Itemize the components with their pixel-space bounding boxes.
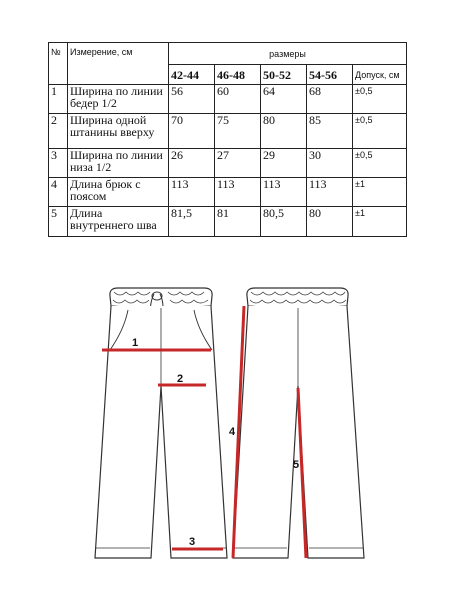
row-value: 85 — [307, 114, 353, 149]
row-tolerance: ±1 — [353, 178, 407, 207]
row-label: Длина внутреннего шва — [68, 207, 169, 237]
row-number: 3 — [49, 149, 68, 178]
size-col-4: 54-56 — [307, 65, 353, 85]
pants-diagram — [0, 270, 450, 580]
header-num: № — [49, 43, 68, 85]
header-measure: Измерение, см — [68, 43, 169, 85]
row-tolerance: ±0,5 — [353, 85, 407, 114]
row-label: Длина брюк с поясом — [68, 178, 169, 207]
row-value: 81,5 — [169, 207, 215, 237]
row-number: 4 — [49, 178, 68, 207]
row-number: 5 — [49, 207, 68, 237]
pants-front-view — [95, 288, 227, 558]
row-value: 80 — [307, 207, 353, 237]
row-value: 113 — [307, 178, 353, 207]
row-value: 30 — [307, 149, 353, 178]
row-tolerance: ±0,5 — [353, 149, 407, 178]
row-value: 80 — [261, 114, 307, 149]
table-body — [49, 85, 407, 237]
row-value: 29 — [261, 149, 307, 178]
row-number: 1 — [49, 85, 68, 114]
table-row — [49, 149, 407, 178]
row-value: 113 — [169, 178, 215, 207]
row-label: Ширина по линии низа 1/2 — [68, 149, 169, 178]
row-value: 56 — [169, 85, 215, 114]
row-number: 2 — [49, 114, 68, 149]
row-label: Ширина по линии бедер 1/2 — [68, 85, 169, 114]
row-value: 81 — [215, 207, 261, 237]
row-value: 60 — [215, 85, 261, 114]
row-value: 26 — [169, 149, 215, 178]
table-row — [49, 114, 407, 149]
row-value: 27 — [215, 149, 261, 178]
row-tolerance: ±0,5 — [353, 114, 407, 149]
marker-label-5: 5 — [293, 459, 300, 471]
header-sizes-title: размеры — [169, 43, 407, 65]
header-tolerance: Допуск, см — [353, 65, 407, 85]
row-value: 113 — [215, 178, 261, 207]
row-value: 80,5 — [261, 207, 307, 237]
row-value: 70 — [169, 114, 215, 149]
size-table — [48, 42, 407, 237]
table-row — [49, 207, 407, 237]
row-tolerance: ±1 — [353, 207, 407, 237]
row-value: 75 — [215, 114, 261, 149]
marker-label-3: 3 — [189, 536, 196, 548]
table-row — [49, 178, 407, 207]
row-value: 68 — [307, 85, 353, 114]
size-col-3: 50-52 — [261, 65, 307, 85]
size-col-2: 46-48 — [215, 65, 261, 85]
size-col-1: 42-44 — [169, 65, 215, 85]
marker-label-1: 1 — [132, 337, 139, 349]
marker-label-2: 2 — [177, 373, 184, 385]
row-value: 113 — [261, 178, 307, 207]
marker-label-4: 4 — [229, 426, 236, 438]
row-value: 64 — [261, 85, 307, 114]
table-header-row — [49, 43, 407, 65]
table-row — [49, 85, 407, 114]
row-label: Ширина одной штанины вверху — [68, 114, 169, 149]
